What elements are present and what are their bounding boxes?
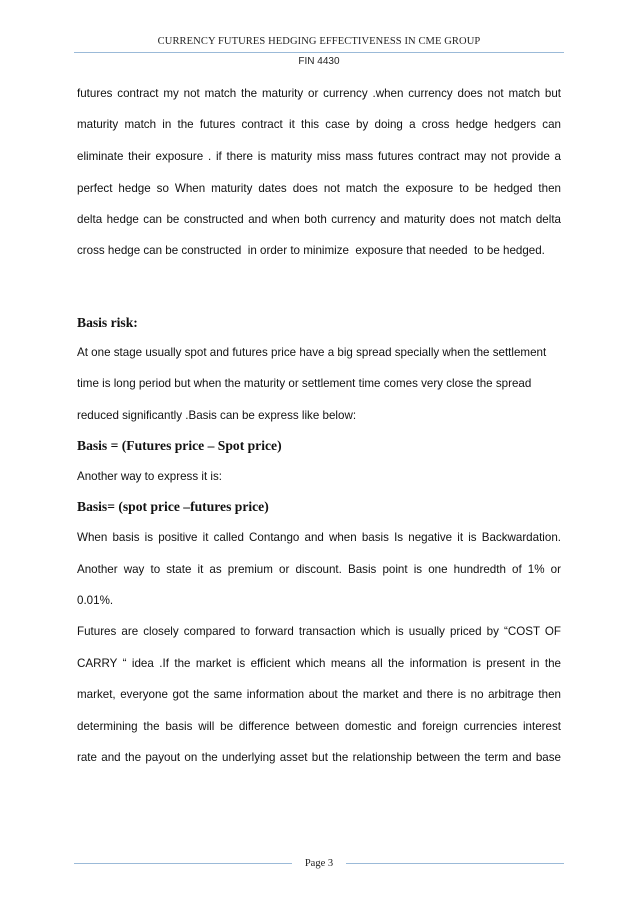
- paragraph-line: reduced significantly .Basis can be express like below:: [77, 409, 357, 422]
- paragraph-line: Futures are closely compared to forward transaction which is usually priced by “COST OF: [77, 625, 561, 638]
- paragraph-line: time is long period but when the maturity or settlement time comes very close the spread: [77, 377, 532, 390]
- paragraph-line: 0.01%.: [77, 594, 114, 607]
- paragraph-line: market, everyone got the same information about the market and there is no arbitrage then: [77, 688, 561, 701]
- paragraph-line: maturity match in the futures contract it this case by doing a cross hedge hedgers can: [77, 118, 561, 131]
- paragraph-line: At one stage usually spot and futures price have a big spread specially when the settlement: [77, 346, 547, 359]
- basis-formula: Basis = (Futures price – Spot price): [77, 438, 282, 453]
- paragraph-line: futures contract my not match the maturity or currency .when currency does not match but: [77, 87, 561, 100]
- section-heading-basis-risk: Basis risk:: [77, 315, 138, 330]
- paragraph-line: determining the basis will be difference between domestic and foreign currencies interest: [77, 720, 561, 733]
- basis-formula-alt: Basis= (spot price –futures price): [77, 499, 269, 514]
- paragraph-line: eliminate their exposure . if there is maturity miss mass futures contract may not provide a: [77, 150, 561, 163]
- running-header-title: CURRENCY FUTURES HEDGING EFFECTIVENESS IN CME GROUP: [157, 36, 481, 47]
- page-number-label: Page 3: [301, 858, 337, 869]
- paragraph-line: CARRY “ idea .If the market is efficient which means all the information is present in the: [77, 657, 561, 670]
- paragraph-line: When basis is positive it called Contango and when basis Is negative it is Backwardation.: [77, 531, 561, 544]
- paragraph-line: rate and the payout on the underlying asset but the relationship between the term and base: [77, 751, 561, 764]
- paragraph-line: perfect hedge so When maturity dates does not match the exposure to be hedged then: [77, 182, 561, 195]
- paragraph-line: Another way to express it is:: [77, 470, 222, 483]
- header-divider: [74, 52, 564, 53]
- running-header-course: FIN 4430: [298, 56, 340, 67]
- page-number: [0, 858, 638, 869]
- paragraph-line: Another way to state it as premium or discount. Basis point is one hundredth of 1% or: [77, 563, 561, 576]
- paragraph-line: delta hedge can be constructed and when both currency and maturity does not match delta: [77, 213, 561, 226]
- paragraph-line: cross hedge can be constructed in order to minimize exposure that needed to be hedged.: [77, 244, 545, 257]
